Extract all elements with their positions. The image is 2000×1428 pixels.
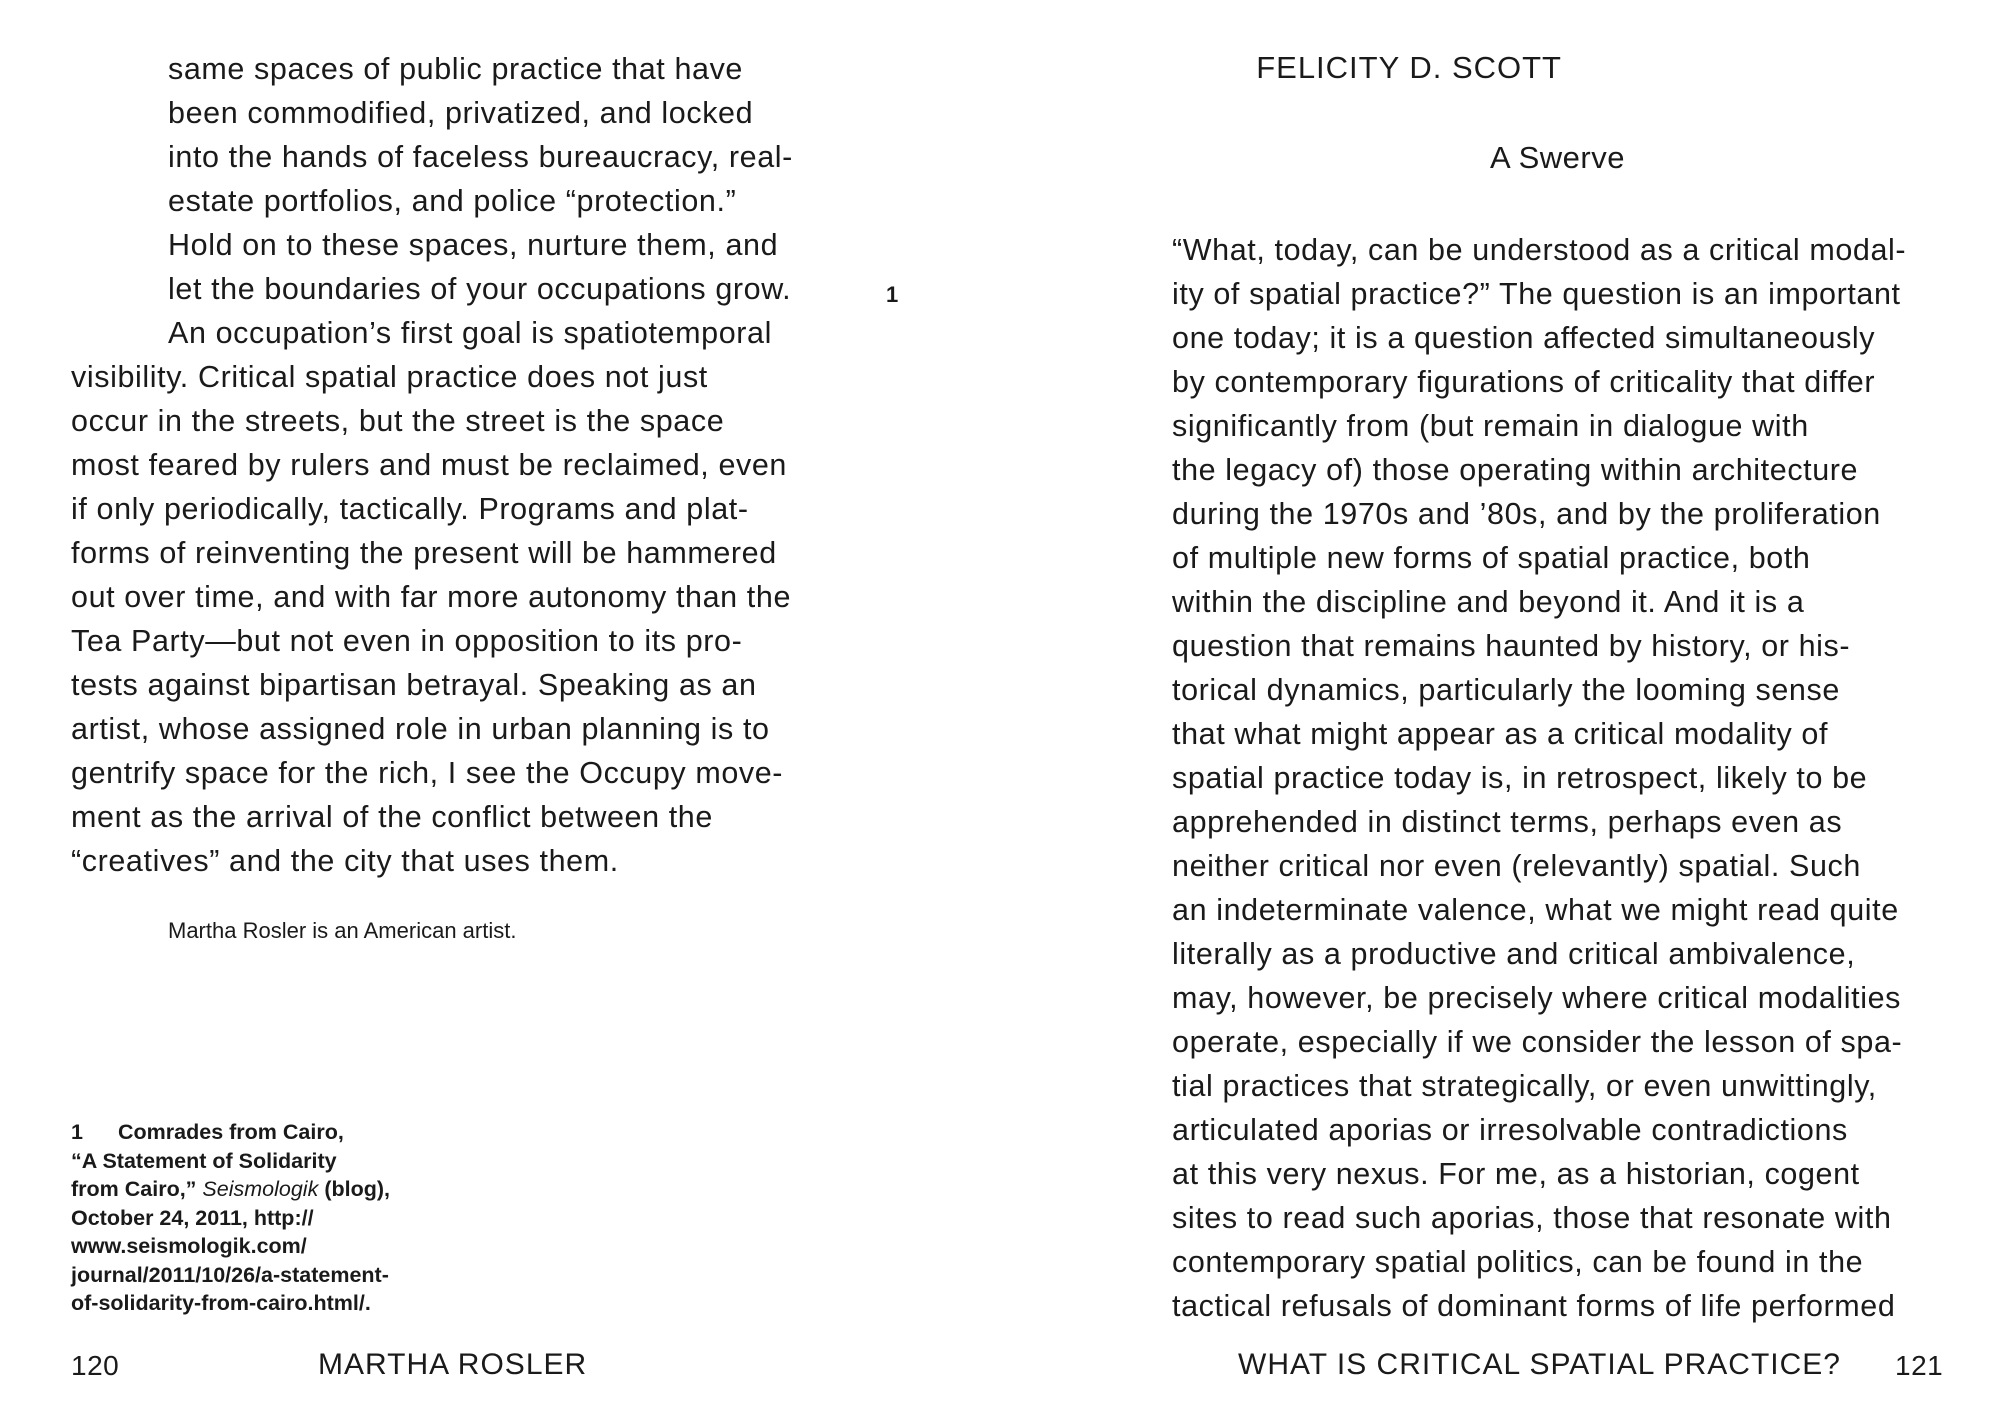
body-line: tests against bipartisan betrayal. Speaking as an [71,668,757,702]
footnote [71,1118,491,1318]
body-line: been commodified, privatized, and locked [168,96,754,130]
body-line: apprehended in distinct terms, perhaps even as [1172,805,1843,839]
footnote-text: from Cairo,” [71,1177,197,1201]
body-line: the legacy of) those operating within architecture [1172,453,1859,487]
body-line: into the hands of faceless bureaucracy, real- [168,140,793,174]
body-line: question that remains haunted by history, or his- [1172,629,1851,663]
author-bio: Martha Rosler is an American artist. [168,918,517,943]
body-line: “What, today, can be understood as a critical modal- [1172,233,1907,267]
body-line: at this very nexus. For me, as a historian, cogent [1172,1157,1860,1191]
running-head-left: MARTHA ROSLER [318,1348,588,1381]
body-line: occur in the streets, but the street is the space [71,404,725,438]
body-line: Hold on to these spaces, nurture them, and [168,228,779,262]
body-line: literally as a productive and critical ambivalence, [1172,937,1856,971]
body-line: same spaces of public practice that have [168,52,743,86]
body-line: neither critical nor even (relevantly) spatial. Such [1172,849,1861,883]
body-line: ment as the arrival of the conflict between the [71,800,713,834]
body-line: may, however, be precisely where critical modalities [1172,981,1902,1015]
essay-title: A Swerve [1490,140,1625,175]
body-line: that what might appear as a critical modality of [1172,717,1829,751]
body-line: “creatives” and the city that uses them. [71,844,619,878]
body-line: an indeterminate valence, what we might read quite [1172,893,1899,927]
left-body-text [71,47,871,883]
body-line: one today; it is a question affected simultaneously [1172,321,1876,355]
body-line: forms of reinventing the present will be hammered [71,536,777,570]
body-line: visibility. Critical spatial practice does not just [71,360,708,394]
footnote-text: “A Statement of Solidarity [71,1148,337,1173]
body-line: of multiple new forms of spatial practice, both [1172,541,1811,575]
body-line: within the discipline and beyond it. And it is a [1172,585,1805,619]
footnote-text: www.seismologik.com/ [71,1234,307,1258]
body-line: out over time, and with far more autonomy than the [71,580,792,614]
body-line: tactical refusals of dominant forms of life performed [1172,1289,1896,1323]
body-line: Tea Party—but not even in opposition to its pro- [71,624,743,658]
body-line: contemporary spatial politics, can be found in the [1172,1245,1864,1279]
essay-author: FELICITY D. SCOTT [1256,50,1562,85]
footnote-publication: Seismologik [202,1177,319,1201]
body-line: significantly from (but remain in dialogue with [1172,409,1809,443]
body-line: operate, especially if we consider the lesson of spa- [1172,1025,1903,1059]
body-line: sites to read such aporias, those that resonate with [1172,1201,1892,1235]
body-line: during the 1970s and ’80s, and by the proliferation [1172,497,1881,531]
body-line: articulated aporias or irresolvable contradictions [1172,1113,1848,1147]
footnote-text: of-solidarity-from-cairo.html/. [71,1291,371,1315]
body-line: gentrify space for the rich, I see the Occupy move- [71,756,784,790]
body-line: most feared by rulers and must be reclaimed, even [71,448,787,482]
body-line: torical dynamics, particularly the looming sense [1172,673,1840,707]
page-number-left: 120 [71,1350,120,1381]
body-line: tial practices that strategically, or even unwittingly, [1172,1069,1877,1103]
right-page [1000,0,2000,1428]
body-line: ity of spatial practice?” The question is an important [1172,277,1901,311]
running-head-right: WHAT IS CRITICAL SPATIAL PRACTICE? [1238,1348,1841,1381]
footnote-marker: 1 [886,282,899,307]
body-line: by contemporary figurations of criticality that differ [1172,365,1876,399]
body-line: estate portfolios, and police “protection.” [168,184,737,218]
page-number-right: 121 [1895,1350,1944,1381]
footnote-text: Comrades from Cairo, [118,1120,344,1144]
body-line: artist, whose assigned role in urban planning is to [71,712,770,746]
body-line: let the boundaries of your occupations grow. [168,272,792,306]
footnote-number: 1 [71,1120,83,1144]
body-line: spatial practice today is, in retrospect, likely to be [1172,761,1868,795]
footnote-text: (blog), [324,1177,390,1201]
body-line: An occupation’s first goal is spatiotemporal [168,316,772,350]
body-line: if only periodically, tactically. Programs and plat- [71,492,749,526]
footnote-text: journal/2011/10/26/a-statement- [71,1262,389,1287]
right-body-text [1172,228,1972,1328]
footnote-text: October 24, 2011, http:// [71,1205,314,1230]
